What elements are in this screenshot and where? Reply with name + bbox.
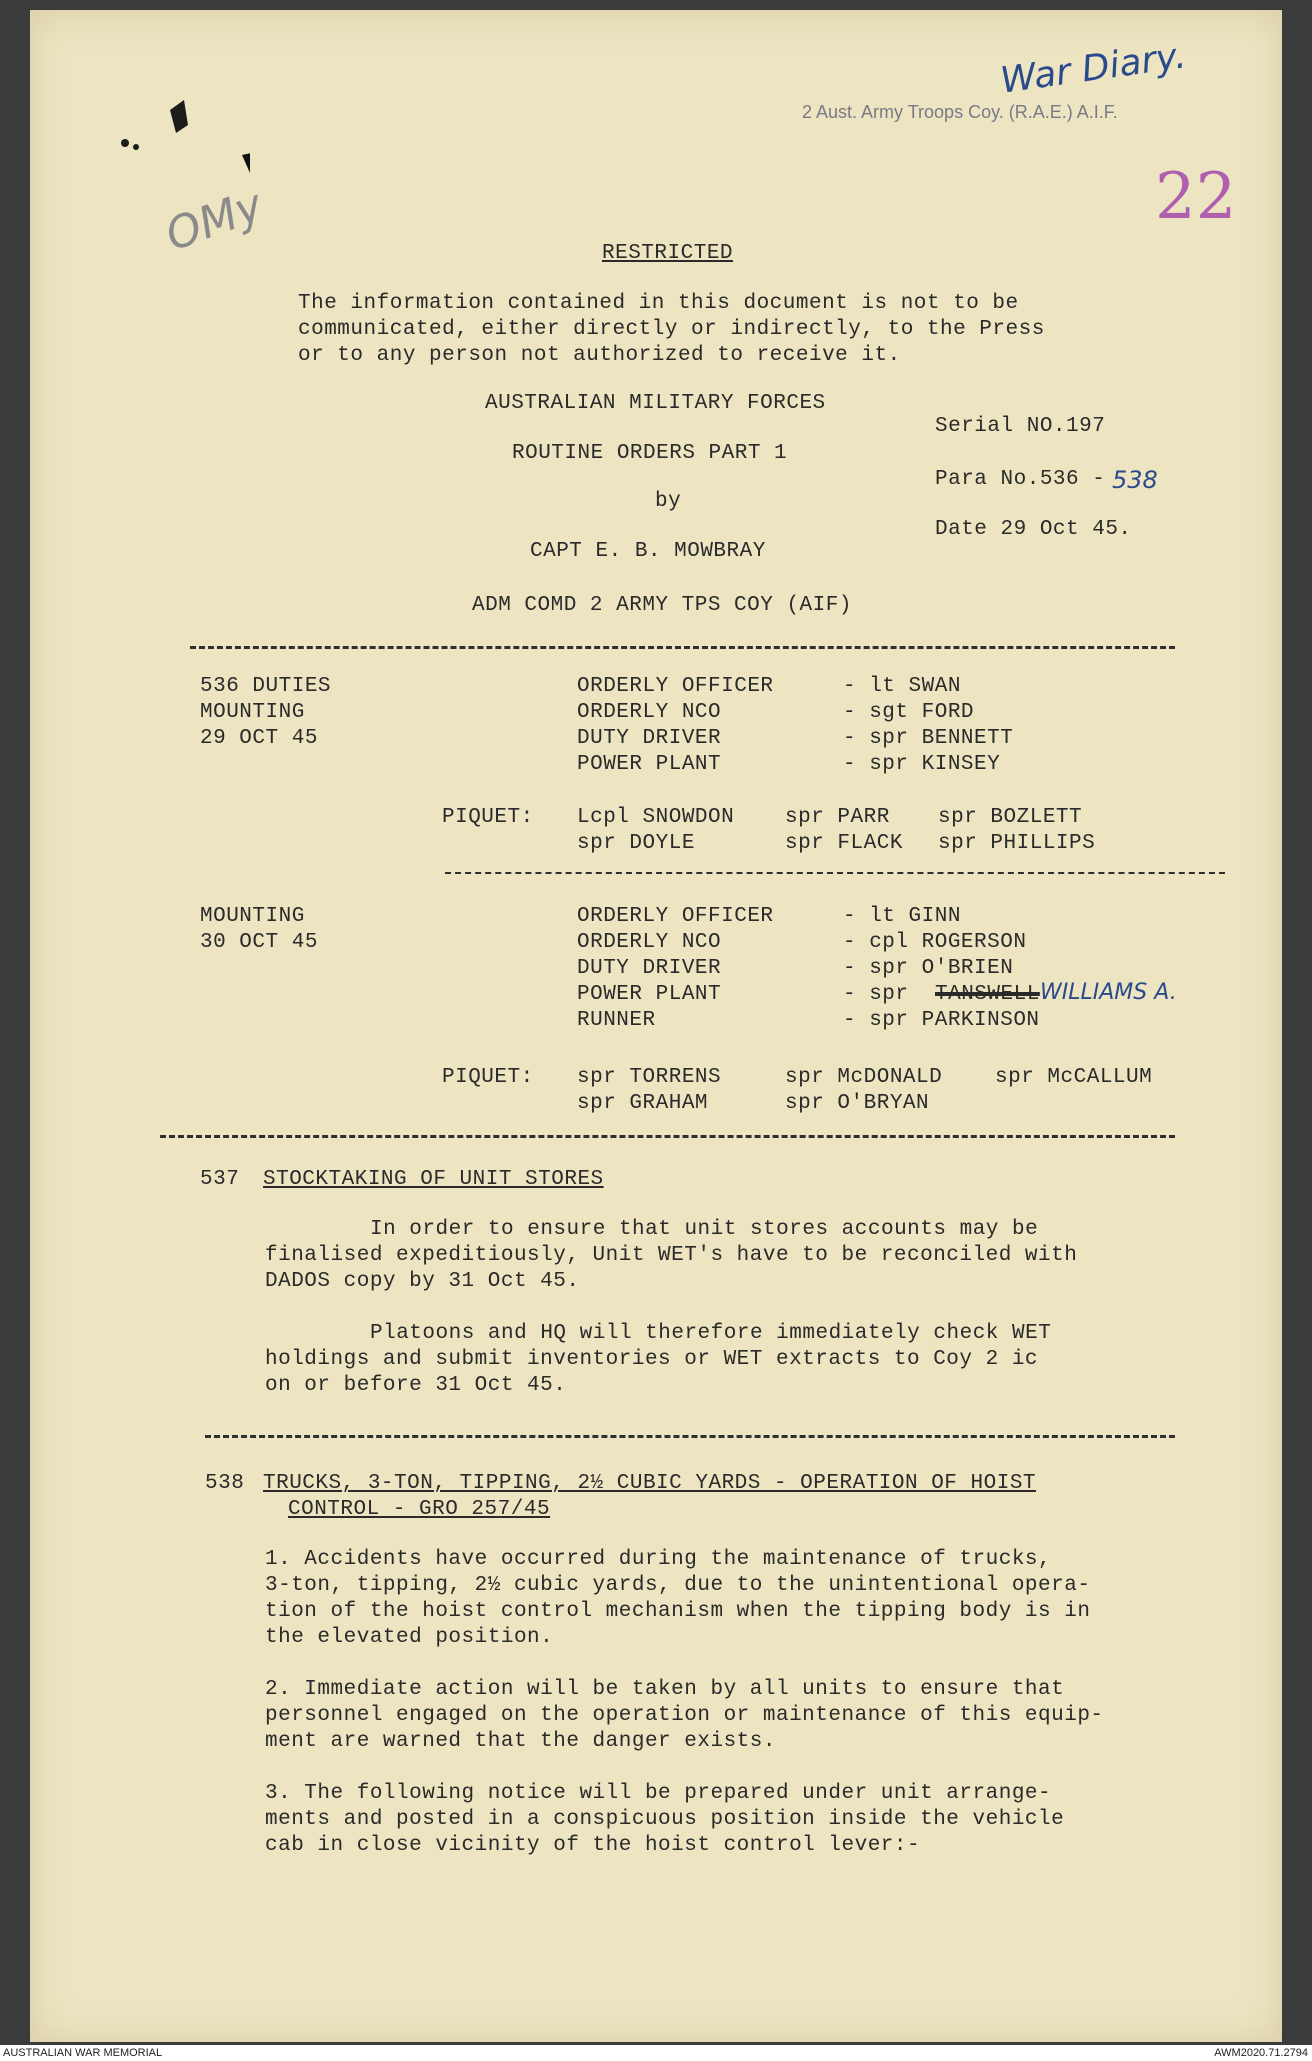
duties-label-1: 536 DUTIES xyxy=(200,675,332,698)
para-538-text: personnel engaged on the operation or maintenance of this equip- xyxy=(265,1704,1104,1727)
piquet-name: spr DOYLE xyxy=(577,832,695,855)
duty-role: ORDERLY NCO xyxy=(577,701,722,724)
duty-role: DUTY DRIVER xyxy=(577,957,722,980)
duty-role: ORDERLY NCO xyxy=(577,931,722,954)
pencil-scribble: OMy xyxy=(159,179,270,262)
duty-role: ORDERLY OFFICER xyxy=(577,675,774,698)
title-routine-orders: ROUTINE ORDERS PART 1 xyxy=(512,442,788,465)
para-537-text: DADOS copy by 31 Oct 45. xyxy=(265,1270,580,1293)
notice-line-3: or to any person not authorized to receive it. xyxy=(298,344,901,367)
document-page xyxy=(30,10,1282,2042)
para-538-text: 3. The following notice will be prepared under unit arrange- xyxy=(265,1782,1052,1805)
divider-1 xyxy=(190,646,1175,649)
duty-role: DUTY DRIVER xyxy=(577,727,722,750)
para-538-text: the elevated position. xyxy=(265,1626,554,1649)
duty-role: RUNNER xyxy=(577,1009,656,1032)
para-538-heading: CONTROL - GRO 257/45 xyxy=(288,1498,551,1521)
notice-line-2: communicated, either directly or indirectly, to the Press xyxy=(298,318,1045,341)
piquet-label: PIQUET: xyxy=(442,806,534,829)
folio-number: 22 xyxy=(1155,160,1237,234)
para-537-text: finalised expeditiously, Unit WET's have to be reconciled with xyxy=(265,1244,1078,1267)
para-range-handwritten: 538 xyxy=(1112,466,1158,494)
title-command: ADM COMD 2 ARMY TPS COY (AIF) xyxy=(472,594,852,617)
unit-stamp: 2 Aust. Army Troops Coy. (R.A.E.) A.I.F. xyxy=(802,102,1118,122)
footer-source: AUSTRALIAN WAR MEMORIAL xyxy=(3,2047,163,2059)
para-538-text: cab in close vicinity of the hoist control lever:- xyxy=(265,1834,921,1857)
title-military-forces: AUSTRALIAN MILITARY FORCES xyxy=(485,392,826,415)
para-number: Para No.536 - xyxy=(935,468,1106,491)
serial-number: Serial NO.197 xyxy=(935,415,1106,438)
duty-name: - spr xyxy=(843,983,909,1006)
duties-label-3: 29 OCT 45 xyxy=(200,727,318,750)
piquet-label: PIQUET: xyxy=(442,1066,534,1089)
divider-4 xyxy=(205,1435,1175,1438)
piquet-name: spr TORRENS xyxy=(577,1066,722,1089)
piquet-name: spr PARR xyxy=(785,806,890,829)
para-537-text: Platoons and HQ will therefore immediately check WET xyxy=(370,1322,1052,1345)
piquet-name: spr McCALLUM xyxy=(995,1066,1153,1089)
piquet-name: Lcpl SNOWDON xyxy=(577,806,735,829)
duty-name: - spr KINSEY xyxy=(843,753,1001,776)
duty-name: - spr BENNETT xyxy=(843,727,1014,750)
para-538-text: ments and posted in a conspicuous position inside the vehicle xyxy=(265,1808,1065,1831)
duty-name: - cpl ROGERSON xyxy=(843,931,1027,954)
duty-name: - lt SWAN xyxy=(843,675,961,698)
para-537-text: holdings and submit inventories or WET extracts to Coy 2 ic xyxy=(265,1348,1039,1371)
duty-name: - spr O'BRIEN xyxy=(843,957,1014,980)
order-date: Date 29 Oct 45. xyxy=(935,518,1132,541)
title-officer: CAPT E. B. MOWBRAY xyxy=(530,540,766,563)
piquet-name: spr GRAHAM xyxy=(577,1092,709,1115)
duty-name: - lt GINN xyxy=(843,905,961,928)
title-by: by xyxy=(655,490,682,513)
duties-label-2: MOUNTING xyxy=(200,701,305,724)
para-537-number: 537 xyxy=(200,1168,240,1191)
piquet-name: spr McDONALD xyxy=(785,1066,943,1089)
war-diary-annotation: War Diary. xyxy=(998,35,1189,102)
para-537-heading: STOCKTAKING OF UNIT STORES xyxy=(263,1168,604,1191)
para-537-text: on or before 31 Oct 45. xyxy=(265,1374,567,1397)
duty-name: - spr PARKINSON xyxy=(843,1009,1040,1032)
divider-3 xyxy=(160,1135,1175,1138)
duty-role: POWER PLANT xyxy=(577,983,722,1006)
para-538-number: 538 xyxy=(205,1472,245,1495)
duty-role: POWER PLANT xyxy=(577,753,722,776)
footer-accession: AWM2020.71.2794 xyxy=(1214,2047,1308,2059)
williams-correction: WILLIAMS A. xyxy=(1040,980,1177,1005)
piquet-name: spr O'BRYAN xyxy=(785,1092,930,1115)
divider-2 xyxy=(445,872,1225,874)
para-537-text: In order to ensure that unit stores accounts may be xyxy=(370,1218,1039,1241)
duty-name: - sgt FORD xyxy=(843,701,975,724)
piquet-name: spr BOZLETT xyxy=(938,806,1083,829)
hole-punch-marks xyxy=(100,95,250,185)
para-538-text: 2. Immediate action will be taken by all units to ensure that xyxy=(265,1678,1065,1701)
mounting-label-1: MOUNTING xyxy=(200,905,305,928)
para-538-heading: TRUCKS, 3-TON, TIPPING, 2½ CUBIC YARDS - OPERATION OF HOIST xyxy=(263,1472,1037,1495)
duty-role: ORDERLY OFFICER xyxy=(577,905,774,928)
para-538-text: ment are warned that the danger exists. xyxy=(265,1730,776,1753)
para-538-text: 3-ton, tipping, 2½ cubic yards, due to the unintentional opera- xyxy=(265,1574,1091,1597)
piquet-name: spr FLACK xyxy=(785,832,903,855)
para-538-text: 1. Accidents have occurred during the maintenance of trucks, xyxy=(265,1548,1052,1571)
footer-bar xyxy=(0,2045,1312,2061)
piquet-name: spr PHILLIPS xyxy=(938,832,1096,855)
notice-line-1: The information contained in this document is not to be xyxy=(298,292,1019,315)
restricted-heading: RESTRICTED xyxy=(602,242,734,265)
struck-out-name: TANSWELL xyxy=(935,983,1040,1006)
mounting-label-2: 30 OCT 45 xyxy=(200,931,318,954)
para-538-text: tion of the hoist control mechanism when the tipping body is in xyxy=(265,1600,1091,1623)
